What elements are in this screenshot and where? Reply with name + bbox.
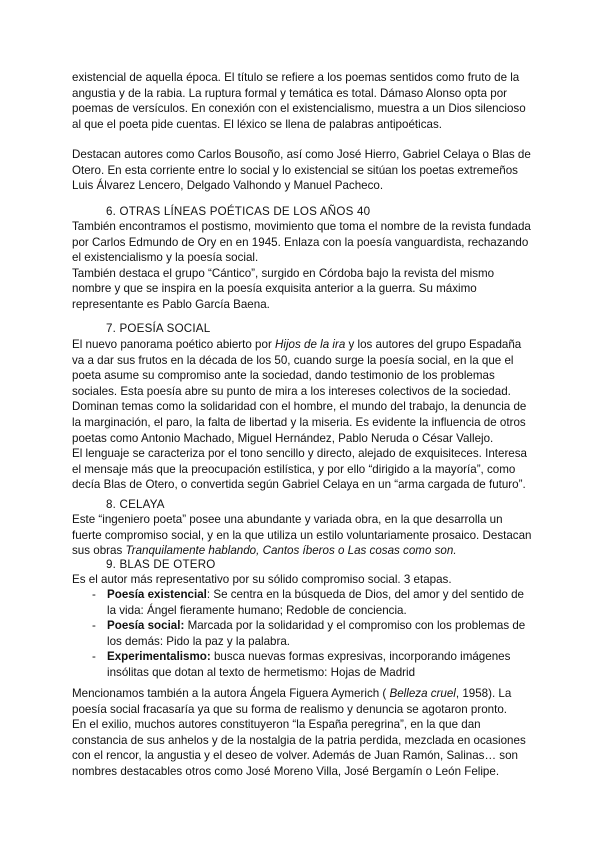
cantico-text: También destaca el grupo “Cántico”, surgido en Córdoba bajo la revista del mismo nombre y que se inspira en la poesía exquisita anterior a la guerra. Su máximo representante es Pablo García Baena. — [72, 266, 495, 311]
figuera-text-a: Mencionamos también a la autora Ángela Figuera Aymerich ( — [72, 687, 390, 700]
section-7-body — [72, 337, 532, 493]
language-text: El lenguaje se caracteriza por el tono sencillo y directo, alejado de exquisiteces. Interesa el mensaje más que la preocupación estilística, y por ello “dirigido a la mayoría”, como decía Blas de Otero, o convertida según Gabriel Celaya en un “arma cargada de futuro”. — [72, 447, 527, 492]
stage-description: busca nuevas formas expresivas, incorporando imágenes insólitas que dotan al texto de hermetismo: Hojas de Madrid — [107, 650, 511, 679]
stage-description: : Se centra en la búsqueda de Dios, del amor y del sentido de la vida: Ángel fieramente humano; Redoble de conciencia. — [107, 588, 525, 617]
list-item — [92, 618, 532, 649]
list-item — [92, 587, 532, 618]
list-item — [92, 649, 532, 680]
postismo-text: También encontramos el postismo, movimiento que toma el nombre de la revista fundada por Carlos Edmundo de Ory en en 1945. Enlaza con la poesía vanguardista, rechazando el existencialismo y la poesía social. — [72, 220, 531, 265]
authors-text: Destacan autores como Carlos Bousoño, así como José Hierro, Gabriel Celaya o Blas de Otero. En esta corriente entre lo social y lo existencial se sitúan los poetas extremeños Luis Álvarez Lencero, Delgado Valhondo y Manuel Pacheco. — [72, 148, 531, 193]
stage-term: Experimentalismo: — [107, 650, 211, 664]
exile-text: En el exilio, muchos autores constituyeron “la España peregrina”, en la que dan constancia de sus anhelos y de la nostalgia de la patria perdida, mezclada en ocasiones con el rencor, la angustia y el deseo de volver. Además de Juan Ramón, Salinas… son nombres destacables otros como José Moreno Villa, José Bergamín o León Felipe. — [72, 718, 526, 778]
social-poetry-text — [72, 337, 532, 446]
existentialism-text: existencial de aquella época. El título se refiere a los poemas sentidos como fruto de la angustia y de la rabia. La ruptura formal y temática es total. Dámaso Alonso opta por poemas de versículos. En conexión con el existencialismo, muestra a un Dios silencioso al que el poeta pide cuentas. El léxico se llena de palabras antipoéticas. — [72, 71, 526, 131]
authors-paragraph — [72, 147, 532, 194]
hijos-de-la-ira-title: Hijos de la ira — [275, 338, 346, 351]
blas-de-otero-intro: Es el autor más representativo por su sólido compromiso social. 3 etapas. — [72, 573, 452, 586]
celaya-text — [72, 512, 532, 559]
celaya-works-title: Tranquilamente hablando, Cantos íberos o Las cosas como son. — [125, 544, 457, 558]
stage-term: Poesía social: — [107, 619, 185, 633]
stage-term: Poesía existencial — [107, 588, 207, 601]
section-6-body — [72, 219, 532, 313]
section-9-heading: 9. BLAS DE OTERO — [106, 558, 216, 571]
stage-description: Marcada por la solidaridad y el compromiso con los problemas de los demás: Pido la paz y la palabra. — [107, 619, 526, 648]
social-poetry-text-b: y los autores del grupo Espadaña va a dar sus frutos en la década de los 50, cuando surge la poesía social, en la que el poeta asume su compromiso ante la sociedad, dando testimonio de los problemas sociales. Esta poesía abre su punto de mira a los intereses colectivos de la sociedad. Dominan temas como la solidaridad con el hombre, el mundo del trabajo, la denuncia de la marginación, el paro, la falta de libertad y la miseria. Es evidente la influencia de otros poetas como Antonio Machado, Miguel Hernández, Pablo Neruda o César Vallejo. — [72, 338, 527, 445]
section-7-heading: 7. POESÍA SOCIAL — [106, 322, 211, 335]
social-poetry-text-a: El nuevo panorama poético abierto por — [72, 338, 276, 351]
section-9-intro — [72, 572, 532, 588]
section-6-heading: 6. OTRAS LÍNEAS POÉTICAS DE LOS AÑOS 40 — [106, 205, 371, 218]
closing-section — [72, 686, 532, 780]
belleza-cruel-title: Belleza cruel — [389, 687, 456, 700]
celaya-text-a: Este “ingeniero poeta” posee una abundante y variada obra, en la que desarrolla un fuerte compromiso social, y en la que utiliza un estilo voluntariamente prosaico. Destacan sus obras — [72, 513, 532, 558]
intro-paragraph — [72, 70, 532, 132]
section-8-body — [72, 512, 532, 559]
section-8-heading: 8. CELAYA — [106, 498, 165, 511]
stages-list — [92, 587, 532, 681]
figuera-text — [72, 686, 532, 717]
figuera-text-b: , 1958). La poesía social fracasaría ya que su forma de realismo y denuncia se agotaron pronto. — [72, 687, 512, 716]
